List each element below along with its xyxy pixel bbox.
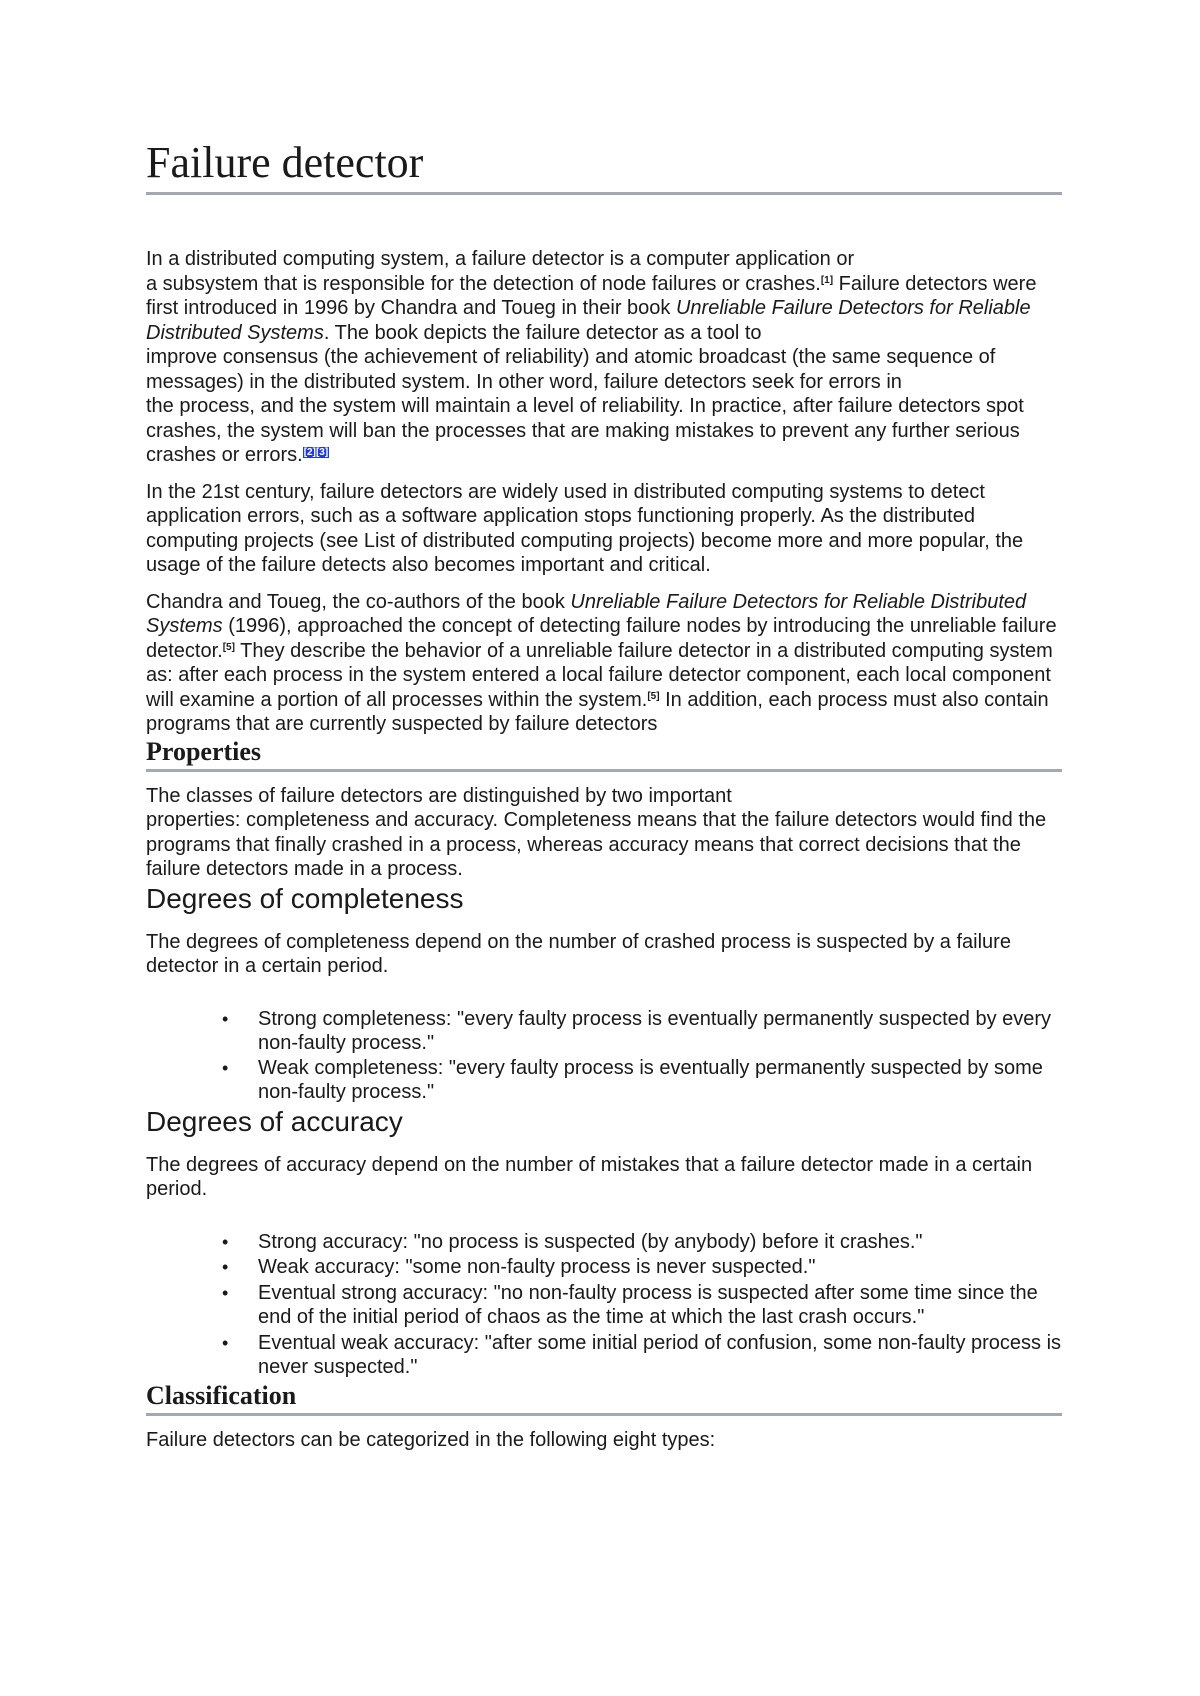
accuracy-paragraph: The degrees of accuracy depend on the number of mistakes that a failure detector made in a certain period.	[146, 1153, 1033, 1200]
intro-sentence-4: . The book depicts the failure detector as a tool to	[323, 321, 762, 344]
history-sentence-4: In addition, each process must also contain programs that are currently suspected by failure detectors	[146, 688, 1049, 735]
list-item	[222, 1056, 1062, 1105]
properties-text-b: properties: completeness and accuracy. Completeness means that the failure detectors would find the programs that finally crashed in a process, whereas accuracy means that correct decisions that the failure detectors made in a process.	[146, 809, 1047, 880]
citation-1[interactable]: [1]	[820, 274, 834, 286]
list-item	[222, 1255, 1062, 1280]
list-item-text: Weak completeness: "every faulty process is eventually permanently suspected by some non-faulty process."	[258, 1056, 1043, 1103]
history-sentence-1: Chandra and Toueg, the co-authors of the book	[146, 590, 571, 613]
bullet-icon: •	[222, 1231, 229, 1252]
bullet-icon: •	[222, 1008, 229, 1029]
list-item	[222, 1230, 1062, 1255]
bullet-icon: •	[222, 1257, 229, 1277]
list-item	[222, 1281, 1062, 1330]
properties-text-a: The classes of failure detectors are distinguished by two important	[146, 784, 732, 807]
bullet-icon: •	[222, 1057, 229, 1078]
book-title: Unreliable Failure Detectors for Reliable Distributed Systems	[146, 590, 1027, 637]
intro-sentence-6: the process, and the system will maintain a level of reliability. In practice, after failure detectors spot crashes, the system will ban the processes that are making mistakes to prevent any further serious crashes or errors.	[146, 395, 1024, 466]
intro-sentence-3: Failure detectors were first introduced in 1996 by Chandra and Toueg in their book	[146, 272, 1037, 319]
history-paragraph	[146, 590, 1062, 737]
history-sentence-3: They describe the behavior of a unreliable failure detector in a distributed computing system as: after each process in the system entered a local failure detector component, each local component will examine a portion of all processes within the system.	[146, 639, 1053, 711]
list-item-text: Eventual weak accuracy: "after some initial period of confusion, some non-faulty process is never suspected."	[258, 1331, 1062, 1378]
completeness-heading: Degrees of completeness	[146, 882, 464, 914]
list-item	[222, 1331, 1062, 1380]
bullet-icon: •	[222, 1332, 229, 1353]
classification-paragraph: Failure detectors can be categorized in the following eight types:	[146, 1428, 716, 1451]
properties-paragraph	[146, 784, 1062, 882]
classification-heading: Classification	[146, 1381, 1062, 1416]
list-item-text: Weak accuracy: "some non-faulty process is never suspected."	[258, 1256, 816, 1278]
citation-5b[interactable]: [5]	[647, 690, 660, 702]
book-title: Unreliable Failure Detectors for Reliable Distributed Systems	[146, 297, 1031, 344]
citation-5[interactable]: [5]	[222, 641, 235, 653]
intro-sentence-2: a subsystem that is responsible for the detection of node failures or crashes.	[146, 272, 821, 295]
list-item-text: Strong completeness: "every faulty process is eventually permanently suspected by every non-faulty process."	[258, 1007, 1052, 1054]
usage-paragraph: In the 21st century, failure detectors are widely used in distributed computing systems to detect application errors, such as a software application stops functioning properly. As the distributed computing projects (see List of distributed computing projects) become more and more popular, the usage of the failure detects also becomes important and critical.	[146, 480, 1024, 576]
history-sentence-2: (1996), approached the concept of detecting failure nodes by introducing the unreliable failure detector.	[146, 615, 1057, 662]
bullet-icon: •	[222, 1282, 229, 1303]
intro-sentence-5: improve consensus (the achievement of reliability) and atomic broadcast (the same sequence of messages) in the distributed system. In other word, failure detectors seek for errors in	[146, 346, 996, 393]
accuracy-list	[146, 1230, 1062, 1380]
page-title: Failure detector	[146, 138, 1062, 195]
intro-sentence-1: In a distributed computing system, a failure detector is a computer application or	[146, 248, 855, 270]
citation-2-3[interactable]: [2][3]	[303, 447, 329, 458]
properties-heading: Properties	[146, 737, 1062, 772]
list-item-text: Eventual strong accuracy: "no non-faulty process is suspected after some time since the end of the initial period of chaos as the time at which the last crash occurs."	[258, 1281, 1038, 1328]
completeness-list	[146, 1007, 1062, 1105]
list-item	[222, 1007, 1062, 1056]
list-item-text: Strong accuracy: "no process is suspected (by anybody) before it crashes."	[258, 1230, 923, 1253]
completeness-paragraph: The degrees of completeness depend on the number of crashed process is suspected by a failure detector in a certain period.	[146, 930, 1011, 977]
accuracy-heading: Degrees of accuracy	[146, 1105, 403, 1137]
article	[146, 138, 1062, 1452]
intro-paragraph	[146, 247, 1062, 468]
